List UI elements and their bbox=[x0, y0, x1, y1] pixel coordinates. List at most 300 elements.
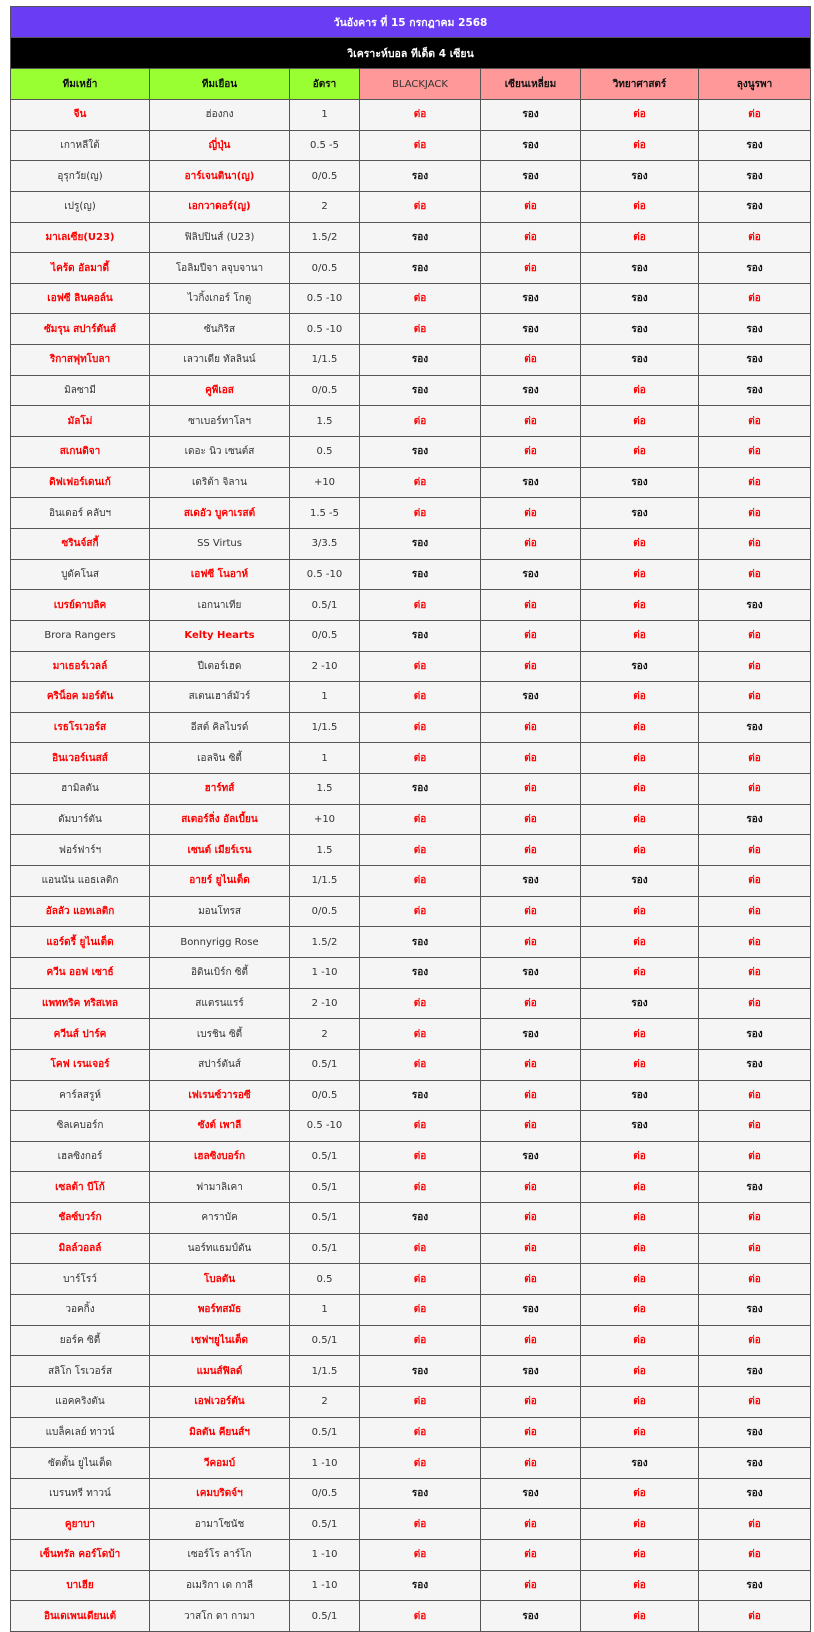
pick-blackjack: ต่อ bbox=[360, 988, 481, 1019]
pick-science: ต่อ bbox=[581, 774, 699, 805]
table-row bbox=[11, 988, 811, 1019]
pick-lungburapa: รอง bbox=[699, 1478, 811, 1509]
pick-lungburapa: รอง bbox=[699, 375, 811, 406]
pick-sianliam: ต่อ bbox=[481, 222, 581, 253]
pick-lungburapa: ต่อ bbox=[699, 1111, 811, 1142]
pick-blackjack: ต่อ bbox=[360, 283, 481, 314]
home-team: เปรู(ญ) bbox=[11, 191, 150, 222]
pick-sianliam: รอง bbox=[481, 161, 581, 192]
pick-blackjack: ต่อ bbox=[360, 314, 481, 345]
pick-lungburapa: รอง bbox=[699, 1294, 811, 1325]
table-row bbox=[11, 1172, 811, 1203]
table-row bbox=[11, 437, 811, 468]
pick-sianliam: รอง bbox=[481, 682, 581, 713]
away-team: ฮ่องกง bbox=[150, 100, 290, 131]
away-team: สเตอร์ลิ่ง อัลเบี้ยน bbox=[150, 804, 290, 835]
home-team: เซ็นทรัล คอร์โดบ้า bbox=[11, 1540, 150, 1571]
home-team: เกาหลีใต้ bbox=[11, 130, 150, 161]
home-team: ริกาสฟุทโบลา bbox=[11, 345, 150, 376]
pick-lungburapa: รอง bbox=[699, 590, 811, 621]
pick-sianliam: ต่อ bbox=[481, 1203, 581, 1234]
home-team: อุรุกวัย(ญ) bbox=[11, 161, 150, 192]
analysis-table-container bbox=[10, 6, 810, 1632]
away-team: เซอร์โร ลาร์โก bbox=[150, 1540, 290, 1571]
away-team: ซันกิริส bbox=[150, 314, 290, 345]
table-row bbox=[11, 314, 811, 345]
pick-blackjack: รอง bbox=[360, 528, 481, 559]
odds-value: 1 bbox=[290, 682, 360, 713]
pick-lungburapa: ต่อ bbox=[699, 1386, 811, 1417]
pick-sianliam: รอง bbox=[481, 1141, 581, 1172]
pick-lungburapa: ต่อ bbox=[699, 835, 811, 866]
home-team: เรธโรเวอร์ส bbox=[11, 712, 150, 743]
pick-sianliam: รอง bbox=[481, 866, 581, 897]
table-row bbox=[11, 130, 811, 161]
odds-value: 1 bbox=[290, 743, 360, 774]
odds-value: 1.5/2 bbox=[290, 927, 360, 958]
pick-blackjack: ต่อ bbox=[360, 1049, 481, 1080]
odds-value: 0.5/1 bbox=[290, 1233, 360, 1264]
table-row bbox=[11, 1417, 811, 1448]
home-team: อินเดอร์ คลับฯ bbox=[11, 498, 150, 529]
odds-value: 0.5 -10 bbox=[290, 1111, 360, 1142]
home-team: เบรย์ดาบลิค bbox=[11, 590, 150, 621]
home-team: มาเลเซีย(U23) bbox=[11, 222, 150, 253]
header-expert-science: วิทยาศาสตร์ bbox=[581, 69, 699, 100]
home-team: คาร์ลสรูห์ bbox=[11, 1080, 150, 1111]
pick-lungburapa: รอง bbox=[699, 1172, 811, 1203]
odds-value: 2 -10 bbox=[290, 988, 360, 1019]
pick-blackjack: รอง bbox=[360, 1356, 481, 1387]
away-team: โบลตัน bbox=[150, 1264, 290, 1295]
pick-lungburapa: ต่อ bbox=[699, 498, 811, 529]
pick-blackjack: ต่อ bbox=[360, 100, 481, 131]
pick-science: ต่อ bbox=[581, 1172, 699, 1203]
table-row bbox=[11, 1325, 811, 1356]
home-team: อินเวอร์เนสส์ bbox=[11, 743, 150, 774]
pick-lungburapa: ต่อ bbox=[699, 927, 811, 958]
odds-value: 0.5/1 bbox=[290, 1141, 360, 1172]
pick-sianliam: รอง bbox=[481, 100, 581, 131]
header-home: ทีมเหย้า bbox=[11, 69, 150, 100]
pick-science: ต่อ bbox=[581, 130, 699, 161]
pick-science: ต่อ bbox=[581, 896, 699, 927]
analysis-table bbox=[10, 6, 811, 1632]
table-row bbox=[11, 559, 811, 590]
pick-blackjack: ต่อ bbox=[360, 743, 481, 774]
pick-sianliam: ต่อ bbox=[481, 743, 581, 774]
pick-science: ต่อ bbox=[581, 712, 699, 743]
pick-lungburapa: ต่อ bbox=[699, 559, 811, 590]
home-team: คริน็อค มอร์ตัน bbox=[11, 682, 150, 713]
pick-science: ต่อ bbox=[581, 1141, 699, 1172]
odds-value: 0.5 bbox=[290, 1264, 360, 1295]
pick-blackjack: รอง bbox=[360, 1478, 481, 1509]
pick-sianliam: รอง bbox=[481, 559, 581, 590]
pick-lungburapa: ต่อ bbox=[699, 283, 811, 314]
home-team: เฮลซิงกอร์ bbox=[11, 1141, 150, 1172]
pick-sianliam: ต่อ bbox=[481, 896, 581, 927]
pick-sianliam: ต่อ bbox=[481, 1509, 581, 1540]
table-row bbox=[11, 1203, 811, 1234]
pick-science: รอง bbox=[581, 1080, 699, 1111]
home-team: Brora Rangers bbox=[11, 620, 150, 651]
pick-blackjack: ต่อ bbox=[360, 682, 481, 713]
away-team: SS Virtus bbox=[150, 528, 290, 559]
table-row bbox=[11, 498, 811, 529]
table-row bbox=[11, 957, 811, 988]
pick-lungburapa: รอง bbox=[699, 161, 811, 192]
odds-value: 1.5 bbox=[290, 406, 360, 437]
odds-value: 0/0.5 bbox=[290, 1080, 360, 1111]
pick-sianliam: รอง bbox=[481, 375, 581, 406]
away-team: ปีเตอร์เฮด bbox=[150, 651, 290, 682]
pick-science: ต่อ bbox=[581, 1233, 699, 1264]
away-team: ฟามาลิเคา bbox=[150, 1172, 290, 1203]
pick-blackjack: ต่อ bbox=[360, 1019, 481, 1050]
away-team: อิดินเบิร์ก ซิตี้ bbox=[150, 957, 290, 988]
away-team: เอกวาดอร์(ญ) bbox=[150, 191, 290, 222]
home-team: แอคคริงตัน bbox=[11, 1386, 150, 1417]
away-team: เฮลซิงบอร์ก bbox=[150, 1141, 290, 1172]
pick-blackjack: รอง bbox=[360, 1570, 481, 1601]
home-team: ซรินจ์สกี้ bbox=[11, 528, 150, 559]
home-team: โคฟ เรนเจอร์ bbox=[11, 1049, 150, 1080]
table-row bbox=[11, 1540, 811, 1571]
odds-value: 2 bbox=[290, 1386, 360, 1417]
away-team: แมนส์ฟิลด์ bbox=[150, 1356, 290, 1387]
pick-blackjack: ต่อ bbox=[360, 1417, 481, 1448]
pick-science: ต่อ bbox=[581, 1325, 699, 1356]
pick-science: ต่อ bbox=[581, 528, 699, 559]
pick-sianliam: ต่อ bbox=[481, 1570, 581, 1601]
pick-sianliam: รอง bbox=[481, 130, 581, 161]
pick-sianliam: ต่อ bbox=[481, 590, 581, 621]
pick-blackjack: รอง bbox=[360, 957, 481, 988]
odds-value: 3/3.5 bbox=[290, 528, 360, 559]
pick-science: รอง bbox=[581, 314, 699, 345]
table-row bbox=[11, 712, 811, 743]
pick-sianliam: ต่อ bbox=[481, 528, 581, 559]
pick-sianliam: รอง bbox=[481, 467, 581, 498]
header-odds: อัตรา bbox=[290, 69, 360, 100]
pick-lungburapa: ต่อ bbox=[699, 866, 811, 897]
pick-lungburapa: รอง bbox=[699, 130, 811, 161]
odds-value: 0.5/1 bbox=[290, 1509, 360, 1540]
home-team: มิลซามี bbox=[11, 375, 150, 406]
pick-science: ต่อ bbox=[581, 437, 699, 468]
odds-value: 0.5/1 bbox=[290, 590, 360, 621]
pick-science: ต่อ bbox=[581, 1417, 699, 1448]
pick-science: ต่อ bbox=[581, 1386, 699, 1417]
table-row bbox=[11, 774, 811, 805]
home-team: ยอร์ค ซิตี้ bbox=[11, 1325, 150, 1356]
pick-sianliam: ต่อ bbox=[481, 437, 581, 468]
pick-science: รอง bbox=[581, 651, 699, 682]
header-expert-lungburapa: ลุงนูรพา bbox=[699, 69, 811, 100]
odds-value: 1 -10 bbox=[290, 1540, 360, 1571]
table-row bbox=[11, 835, 811, 866]
odds-value: 1.5 -5 bbox=[290, 498, 360, 529]
table-row bbox=[11, 375, 811, 406]
table-row bbox=[11, 1448, 811, 1479]
table-row bbox=[11, 1019, 811, 1050]
home-team: บาเฮีย bbox=[11, 1570, 150, 1601]
table-row bbox=[11, 528, 811, 559]
away-team: เชฟฯยูไนเต็ด bbox=[150, 1325, 290, 1356]
odds-value: 0.5/1 bbox=[290, 1417, 360, 1448]
table-row bbox=[11, 100, 811, 131]
table-row bbox=[11, 866, 811, 897]
pick-sianliam: ต่อ bbox=[481, 406, 581, 437]
pick-science: ต่อ bbox=[581, 559, 699, 590]
pick-lungburapa: ต่อ bbox=[699, 1601, 811, 1632]
table-row bbox=[11, 1080, 811, 1111]
home-team: อินเดเพนเดียนเต้ bbox=[11, 1601, 150, 1632]
odds-value: 0.5 -10 bbox=[290, 314, 360, 345]
away-team: ไวกิ้งเกอร์ โกตู bbox=[150, 283, 290, 314]
pick-sianliam: ต่อ bbox=[481, 1417, 581, 1448]
pick-sianliam: รอง bbox=[481, 1601, 581, 1632]
pick-blackjack: ต่อ bbox=[360, 406, 481, 437]
pick-lungburapa: ต่อ bbox=[699, 1540, 811, 1571]
pick-blackjack: รอง bbox=[360, 927, 481, 958]
title-row bbox=[11, 38, 811, 69]
pick-science: รอง bbox=[581, 467, 699, 498]
home-team: ดัมบาร์ตัน bbox=[11, 804, 150, 835]
odds-value: 1 bbox=[290, 100, 360, 131]
table-row bbox=[11, 1601, 811, 1632]
pick-blackjack: ต่อ bbox=[360, 1233, 481, 1264]
table-row bbox=[11, 1356, 811, 1387]
pick-lungburapa: ต่อ bbox=[699, 620, 811, 651]
pick-sianliam: ต่อ bbox=[481, 804, 581, 835]
pick-sianliam: ต่อ bbox=[481, 1111, 581, 1142]
pick-blackjack: ต่อ bbox=[360, 1172, 481, 1203]
pick-blackjack: รอง bbox=[360, 1080, 481, 1111]
odds-value: 0.5 -5 bbox=[290, 130, 360, 161]
odds-value: 0/0.5 bbox=[290, 161, 360, 192]
away-team: ญี่ปุ่น bbox=[150, 130, 290, 161]
pick-lungburapa: รอง bbox=[699, 1448, 811, 1479]
home-team: สเกนดิจา bbox=[11, 437, 150, 468]
pick-sianliam: ต่อ bbox=[481, 988, 581, 1019]
pick-lungburapa: ต่อ bbox=[699, 1325, 811, 1356]
date-row bbox=[11, 7, 811, 38]
table-title: วิเคราะห์บอล ทีเด็ด 4 เซียน bbox=[11, 38, 811, 69]
pick-sianliam: ต่อ bbox=[481, 927, 581, 958]
pick-lungburapa: ต่อ bbox=[699, 682, 811, 713]
table-row bbox=[11, 283, 811, 314]
date-label: วันอังคาร ที่ 15 กรกฎาคม 2568 bbox=[11, 7, 811, 38]
away-team: ฟิลิปปินส์ (U23) bbox=[150, 222, 290, 253]
home-team: แอนนัน แอธเลติก bbox=[11, 866, 150, 897]
pick-science: รอง bbox=[581, 866, 699, 897]
pick-science: รอง bbox=[581, 283, 699, 314]
pick-science: รอง bbox=[581, 988, 699, 1019]
away-team: สเตนเฮาส์มัวร์ bbox=[150, 682, 290, 713]
pick-blackjack: ต่อ bbox=[360, 191, 481, 222]
away-team: สปาร์ตันส์ bbox=[150, 1049, 290, 1080]
pick-lungburapa: ต่อ bbox=[699, 1080, 811, 1111]
pick-blackjack: ต่อ bbox=[360, 835, 481, 866]
pick-sianliam: ต่อ bbox=[481, 1386, 581, 1417]
pick-sianliam: ต่อ bbox=[481, 1233, 581, 1264]
pick-science: ต่อ bbox=[581, 620, 699, 651]
pick-blackjack: ต่อ bbox=[360, 1264, 481, 1295]
pick-sianliam: ต่อ bbox=[481, 498, 581, 529]
odds-value: 0.5/1 bbox=[290, 1601, 360, 1632]
odds-value: 0.5/1 bbox=[290, 1203, 360, 1234]
away-team: ซาเบอร์ทาโลฯ bbox=[150, 406, 290, 437]
pick-sianliam: ต่อ bbox=[481, 1540, 581, 1571]
pick-sianliam: ต่อ bbox=[481, 651, 581, 682]
pick-blackjack: รอง bbox=[360, 437, 481, 468]
pick-blackjack: ต่อ bbox=[360, 896, 481, 927]
pick-sianliam: รอง bbox=[481, 957, 581, 988]
table-row bbox=[11, 1141, 811, 1172]
odds-value: 2 -10 bbox=[290, 651, 360, 682]
table-row bbox=[11, 406, 811, 437]
pick-sianliam: ต่อ bbox=[481, 1264, 581, 1295]
home-team: ชัลซ์บวร์ก bbox=[11, 1203, 150, 1234]
away-team: เซนต์ เมียร์เรน bbox=[150, 835, 290, 866]
pick-science: ต่อ bbox=[581, 743, 699, 774]
away-team: คาราบัค bbox=[150, 1203, 290, 1234]
home-team: ควีน ออฟ เซาธ์ bbox=[11, 957, 150, 988]
pick-science: ต่อ bbox=[581, 590, 699, 621]
table-row bbox=[11, 804, 811, 835]
away-team: สเดอัว บูคาเรสต์ bbox=[150, 498, 290, 529]
table-row bbox=[11, 345, 811, 376]
table-row bbox=[11, 743, 811, 774]
pick-science: ต่อ bbox=[581, 1356, 699, 1387]
away-team: วีคอมบ์ bbox=[150, 1448, 290, 1479]
pick-lungburapa: รอง bbox=[699, 314, 811, 345]
odds-value: +10 bbox=[290, 804, 360, 835]
away-team: Kelty Hearts bbox=[150, 620, 290, 651]
pick-lungburapa: ต่อ bbox=[699, 100, 811, 131]
home-team: ไคร้ด อัลมาดี้ bbox=[11, 253, 150, 284]
table-row bbox=[11, 1386, 811, 1417]
pick-blackjack: ต่อ bbox=[360, 651, 481, 682]
away-team: ฮาร์ทส์ bbox=[150, 774, 290, 805]
odds-value: 1 -10 bbox=[290, 1570, 360, 1601]
away-team: เอฟซี โนอาห์ bbox=[150, 559, 290, 590]
pick-lungburapa: ต่อ bbox=[699, 1264, 811, 1295]
pick-lungburapa: ต่อ bbox=[699, 437, 811, 468]
away-team: วาสโก ดา กามา bbox=[150, 1601, 290, 1632]
pick-sianliam: รอง bbox=[481, 1294, 581, 1325]
pick-sianliam: รอง bbox=[481, 1478, 581, 1509]
away-team: อีสต์ คิลไบรด์ bbox=[150, 712, 290, 743]
odds-value: 0/0.5 bbox=[290, 620, 360, 651]
away-team: โอลิมปีจา ลจุบจานา bbox=[150, 253, 290, 284]
away-team: อเมริกา เด กาลี bbox=[150, 1570, 290, 1601]
pick-sianliam: รอง bbox=[481, 1356, 581, 1387]
table-row bbox=[11, 1233, 811, 1264]
odds-value: 0.5 bbox=[290, 437, 360, 468]
pick-lungburapa: รอง bbox=[699, 253, 811, 284]
pick-science: ต่อ bbox=[581, 375, 699, 406]
pick-blackjack: รอง bbox=[360, 253, 481, 284]
odds-value: 1.5 bbox=[290, 774, 360, 805]
pick-lungburapa: ต่อ bbox=[699, 528, 811, 559]
home-team: สลิโก โรเวอร์ส bbox=[11, 1356, 150, 1387]
table-row bbox=[11, 253, 811, 284]
pick-science: ต่อ bbox=[581, 1203, 699, 1234]
home-team: มาเธอร์เวลล์ bbox=[11, 651, 150, 682]
away-team: มิลตัน คียนส์ฯ bbox=[150, 1417, 290, 1448]
home-team: คูยาบา bbox=[11, 1509, 150, 1540]
pick-blackjack: ต่อ bbox=[360, 1601, 481, 1632]
pick-blackjack: ต่อ bbox=[360, 590, 481, 621]
odds-value: 0/0.5 bbox=[290, 375, 360, 406]
pick-lungburapa: ต่อ bbox=[699, 651, 811, 682]
away-team: นอร์ทแธมป์ตัน bbox=[150, 1233, 290, 1264]
odds-value: 0/0.5 bbox=[290, 1478, 360, 1509]
odds-value: 2 bbox=[290, 191, 360, 222]
table-row bbox=[11, 927, 811, 958]
pick-science: รอง bbox=[581, 1448, 699, 1479]
pick-lungburapa: ต่อ bbox=[699, 222, 811, 253]
odds-value: 1/1.5 bbox=[290, 1356, 360, 1387]
home-team: อัลลัว แอทเลติก bbox=[11, 896, 150, 927]
home-team: ดิฟเฟอร์เดนเก้ bbox=[11, 467, 150, 498]
pick-science: ต่อ bbox=[581, 835, 699, 866]
header-expert-blackjack: BLACKJACK bbox=[360, 69, 481, 100]
pick-sianliam: ต่อ bbox=[481, 1172, 581, 1203]
pick-blackjack: ต่อ bbox=[360, 804, 481, 835]
pick-science: ต่อ bbox=[581, 1540, 699, 1571]
pick-science: ต่อ bbox=[581, 804, 699, 835]
pick-blackjack: ต่อ bbox=[360, 1111, 481, 1142]
table-row bbox=[11, 896, 811, 927]
away-team: สแตรนแรร์ bbox=[150, 988, 290, 1019]
away-team: เอฟเวอร์ตัน bbox=[150, 1386, 290, 1417]
home-team: บูดัคโนส bbox=[11, 559, 150, 590]
table-row bbox=[11, 1294, 811, 1325]
pick-lungburapa: รอง bbox=[699, 1049, 811, 1080]
odds-value: 1 -10 bbox=[290, 1448, 360, 1479]
table-row bbox=[11, 222, 811, 253]
home-team: เอฟซี ลินคอล์น bbox=[11, 283, 150, 314]
pick-lungburapa: ต่อ bbox=[699, 743, 811, 774]
pick-science: ต่อ bbox=[581, 957, 699, 988]
table-row bbox=[11, 467, 811, 498]
away-team: เดอะ นิว เซนต์ส bbox=[150, 437, 290, 468]
odds-value: 0.5 -10 bbox=[290, 559, 360, 590]
pick-sianliam: ต่อ bbox=[481, 774, 581, 805]
odds-value: 0.5/1 bbox=[290, 1172, 360, 1203]
pick-sianliam: ต่อ bbox=[481, 253, 581, 284]
pick-science: รอง bbox=[581, 161, 699, 192]
home-team: เซลต้า บีโก้ bbox=[11, 1172, 150, 1203]
pick-lungburapa: รอง bbox=[699, 191, 811, 222]
pick-lungburapa: ต่อ bbox=[699, 988, 811, 1019]
home-team: เบรนทรี ทาวน์ bbox=[11, 1478, 150, 1509]
table-row bbox=[11, 651, 811, 682]
odds-value: 2 bbox=[290, 1019, 360, 1050]
pick-science: ต่อ bbox=[581, 1294, 699, 1325]
away-team: เลวาเดีย ทัลลินน์ bbox=[150, 345, 290, 376]
odds-value: 0.5/1 bbox=[290, 1049, 360, 1080]
pick-science: ต่อ bbox=[581, 1478, 699, 1509]
pick-blackjack: รอง bbox=[360, 222, 481, 253]
pick-lungburapa: ต่อ bbox=[699, 1141, 811, 1172]
home-team: ซัตตั้น ยูไนเต็ด bbox=[11, 1448, 150, 1479]
pick-science: ต่อ bbox=[581, 1264, 699, 1295]
